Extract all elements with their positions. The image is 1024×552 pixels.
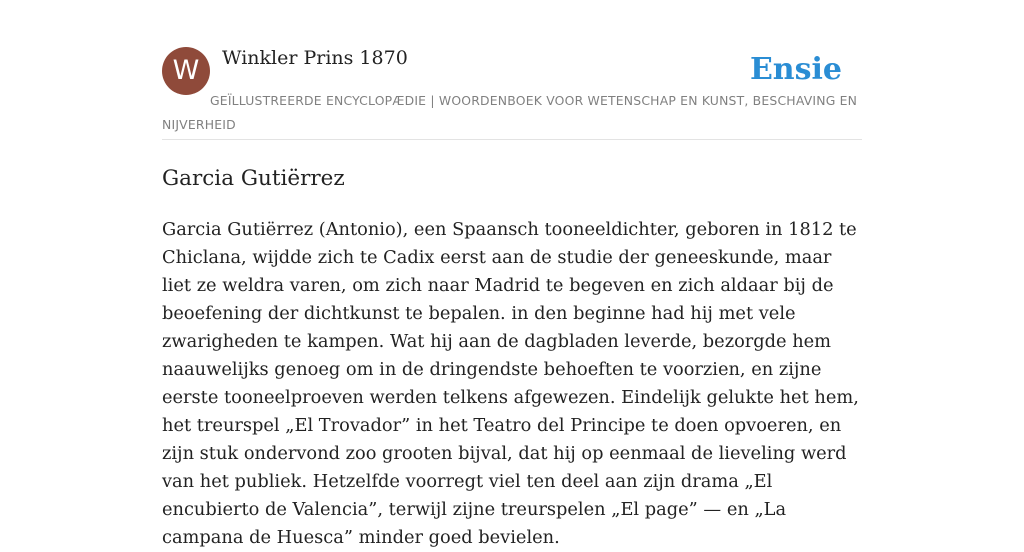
site-title[interactable]: Winkler Prins 1870 [222,47,408,69]
article-title: Garcia Gutiërrez [162,166,345,191]
brand-logo[interactable]: Ensie [749,52,842,87]
article-body: Garcia Gutiërrez (Antonio), een Spaansch tooneeldichter, geboren in 1812 te Chiclana, wijdde zich te Cadix eerst aan de studie der geneeskunde, maar liet ze weldra varen, om zich naar Madrid te begeven en zich aldaar bij de beoefening der dichtkunst te bepalen. in den beginne had hij met vele zwarigheden te kampen. Wat hij aan de dagbladen leverde, bezorgde hem naauwelijks genoeg om in de dringendste behoeften te voorzien, en zijne eerste tooneelproeven werden telkens afgewezen. Eindelijk gelukte het hem, het treurspel „El Trovador” in het Teatro del Principe te doen opvoeren, en zijn stuk ondervond zoo grooten bijval, dat hij op eenmaal de lieveling werd van het publiek. Hetzelfde voorregt viel ten deel aan zijn drama „El encubierto de Valencia”, terwijl zijne treurspelen „El page” — en „La campana de Huesca” minder goed bevielen. [162,219,859,548]
site-subtitle: GEÏLLUSTREERDE ENCYCLOPÆDIE | WOORDENBOEK VOOR WETENSCHAP EN KUNST, BESCHAVING EN NIJVERHEID [162,93,858,132]
header-divider [162,139,862,140]
avatar[interactable]: W [162,47,210,95]
